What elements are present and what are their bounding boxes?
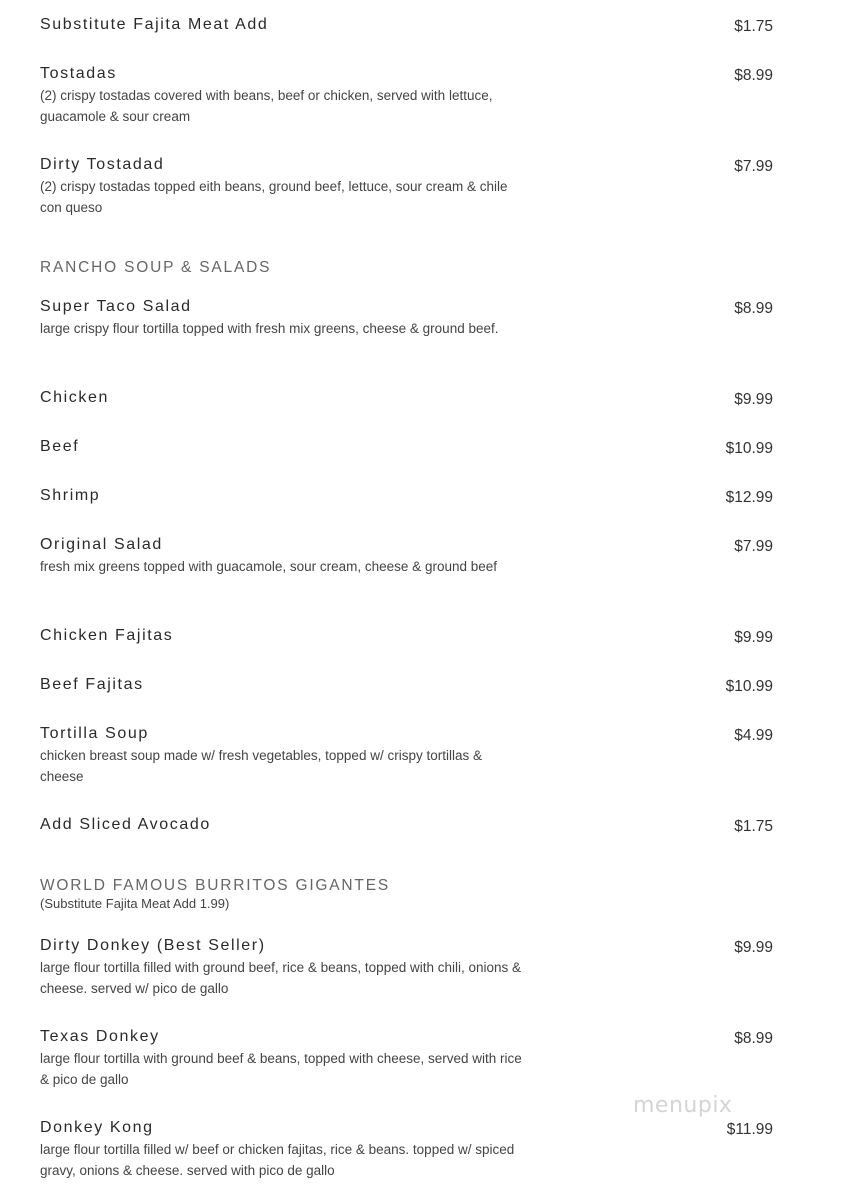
item-description: chicken breast soup made w/ fresh vegetables, topped w/ crispy tortillas & cheese	[40, 748, 482, 784]
item-price: $9.99	[734, 391, 773, 408]
item-description: (2) crispy tostadas covered with beans, beef or chicken, served with lettuce, guacamole & sour cream	[40, 88, 493, 124]
menu-item-chicken-fajitas	[40, 627, 775, 645]
item-description: (2) crispy tostadas topped eith beans, ground beef, lettuce, sour cream & chile con queso	[40, 179, 508, 215]
menu-item-super-taco-salad	[40, 298, 775, 339]
section-note: (Substitute Fajita Meat Add 1.99)	[40, 896, 230, 911]
item-price: $12.99	[725, 489, 773, 506]
item-name: Shrimp	[40, 487, 101, 504]
item-price: $9.99	[734, 939, 773, 956]
menu-item-texas-donkey	[40, 1028, 775, 1090]
item-name: Tostadas	[40, 65, 117, 82]
menu-item-add-sliced-avocado	[40, 816, 775, 834]
item-price: $4.99	[734, 727, 773, 744]
menu-item-shrimp	[40, 487, 775, 505]
item-name: Tortilla Soup	[40, 725, 149, 742]
item-price: $11.99	[726, 1121, 773, 1138]
item-name: Dirty Donkey (Best Seller)	[40, 937, 266, 954]
item-description: large flour tortilla filled with ground beef, rice & beans, topped with chili, onions & cheese. served w/ pico de gallo	[40, 960, 522, 996]
menupix-watermark: menupix	[633, 1093, 733, 1118]
section-title: WORLD FAMOUS BURRITOS GIGANTES	[40, 877, 390, 894]
section-burritos-gigantes	[40, 877, 775, 913]
item-price: $1.75	[734, 18, 773, 35]
item-name: Add Sliced Avocado	[40, 816, 211, 833]
menu-item-original-salad	[40, 536, 775, 577]
item-price: $1.75	[734, 818, 773, 835]
section-rancho-soup-salads	[40, 259, 775, 277]
item-name: Chicken	[40, 389, 110, 406]
item-name: Beef Fajitas	[40, 676, 144, 693]
item-name: Chicken Fajitas	[40, 627, 174, 644]
item-price: $10.99	[725, 440, 773, 457]
item-price: $9.99	[734, 629, 773, 646]
item-description: large crispy flour tortilla topped with fresh mix greens, cheese & ground beef.	[40, 321, 499, 336]
menu-item-dirty-tostadad	[40, 156, 775, 218]
menu-item-beef-fajitas	[40, 676, 775, 694]
item-name: Super Taco Salad	[40, 298, 192, 315]
menu-item-chicken	[40, 389, 775, 407]
menu-item-dirty-donkey	[40, 937, 775, 999]
item-name: Dirty Tostadad	[40, 156, 165, 173]
item-price: $10.99	[725, 678, 773, 695]
menu-item-tortilla-soup	[40, 725, 775, 787]
item-description: large flour tortilla with ground beef & beans, topped with cheese, served with rice & pico de gallo	[40, 1051, 522, 1087]
menu-item-donkey-kong	[40, 1119, 775, 1181]
item-name: Donkey Kong	[40, 1119, 154, 1136]
menu-item-beef	[40, 438, 775, 456]
item-price: $8.99	[734, 1030, 773, 1047]
item-name: Beef	[40, 438, 80, 455]
item-description: fresh mix greens topped with guacamole, sour cream, cheese & ground beef	[40, 559, 498, 574]
section-title: RANCHO SOUP & SALADS	[40, 259, 272, 276]
item-name: Original Salad	[40, 536, 163, 553]
item-price: $8.99	[734, 67, 773, 84]
item-price: $8.99	[734, 300, 773, 317]
item-name: Substitute Fajita Meat Add	[40, 16, 269, 33]
item-price: $7.99	[734, 538, 773, 555]
item-price: $7.99	[734, 158, 773, 175]
menu-item-tostadas	[40, 65, 775, 127]
item-description: large flour tortilla filled w/ beef or chicken fajitas, rice & beans. topped w/ spiced gravy, onions & cheese. served with pico de gallo	[40, 1142, 515, 1178]
item-name: Texas Donkey	[40, 1028, 160, 1045]
menu-item-substitute-fajita-meat	[40, 16, 775, 34]
